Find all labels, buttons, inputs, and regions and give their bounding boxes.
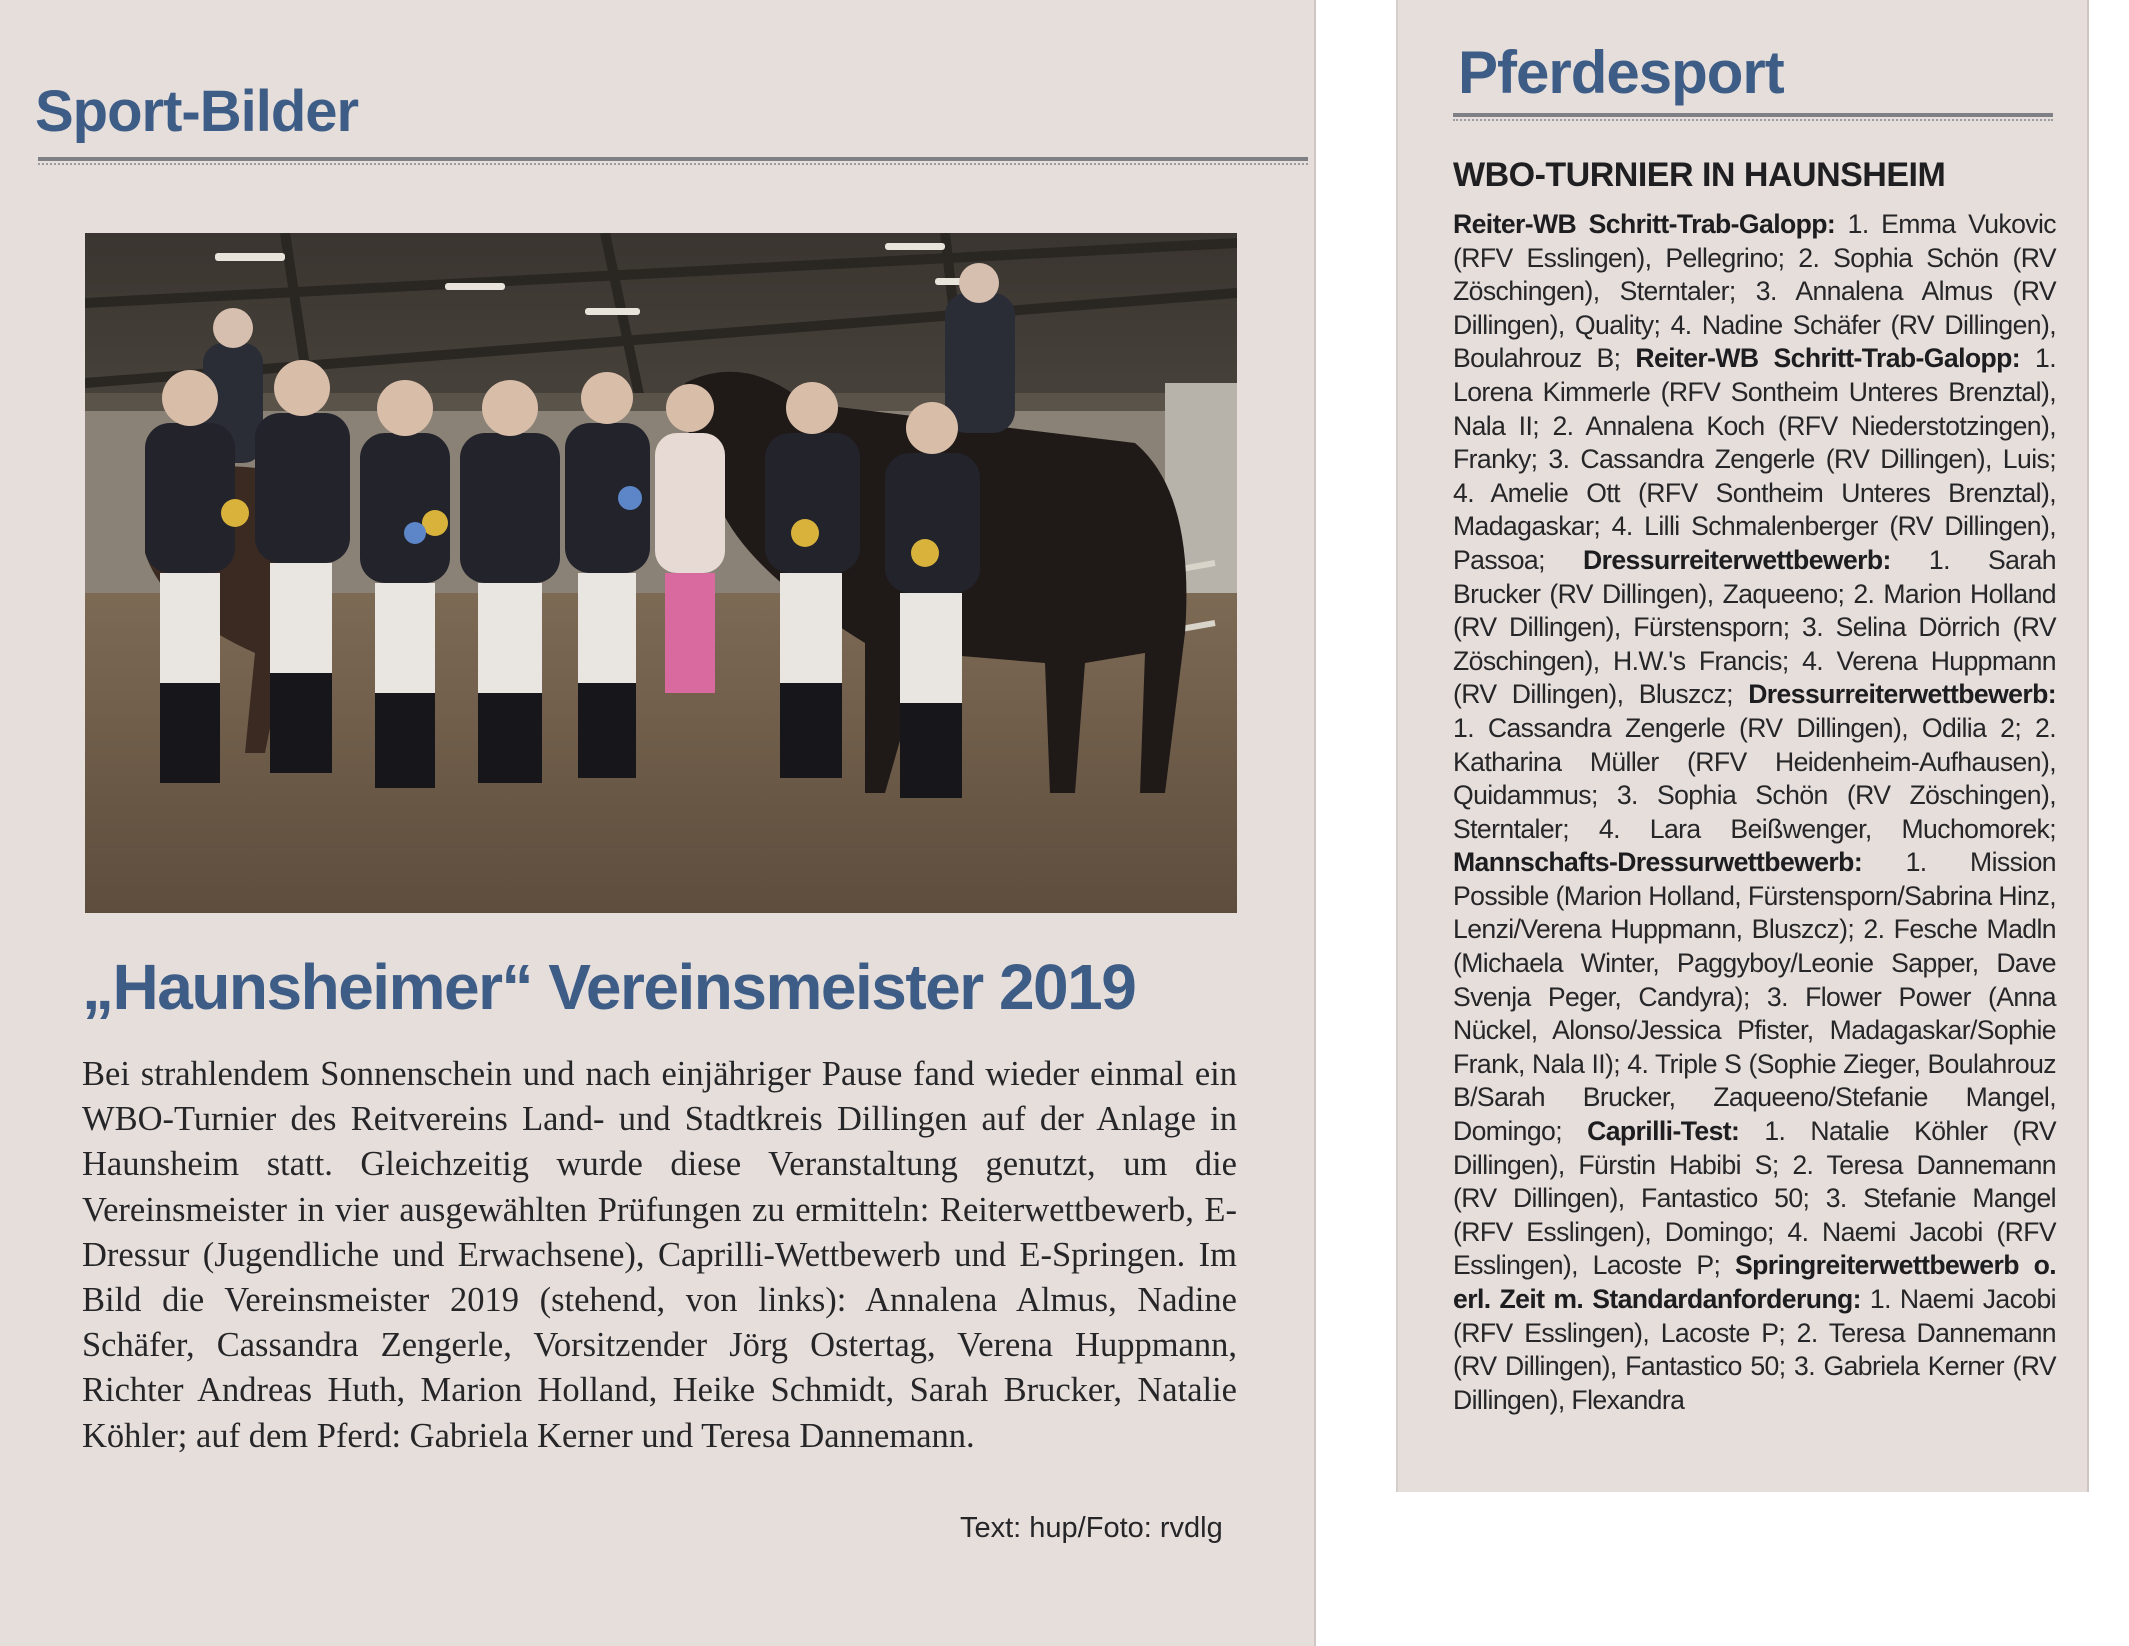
result-category: Mannschafts-Dressurwettbewerb: 1. Mission Possible (Marion Holland, Fürstensporn/Sabrina Hinz, Lenzi/Verena Huppmann, Bluszcz); 2. Fesche Madln (Michaela Winter, Paggyboy/Leonie Sapper, Dave Svenja Peger, Candyra); 3. Flower Power (Anna Nückel, Alonso/Jessica Pfister, Madagaskar/Sophie Frank, Nala II); 4. Triple S (Sophie Zieger, Boulahrouz B/Sarah Brucker, Zaqueeno/Stefanie Mangel, Domingo; (1453, 847, 2056, 1147)
result-category: Caprilli-Test: 1. Natalie Köhler (RV Dillingen), Fürstin Habibi S; 2. Teresa Dannemann (RV Dillingen), Fantastico 50; 3. Stefanie Mangel (RFV Esslingen), Domingo; 4. Naemi Jacobi (RFV Esslingen), Lacoste P; (1453, 1116, 2056, 1281)
result-category: Reiter-WB Schritt-Trab-Galopp: 1. Lorena Kimmerle (RFV Sontheim Unteres Brenztal), Nala II; 2. Annalena Koch (RFV Niederstotzingen), Franky; 3. Cassandra Zengerle (RV Dillingen), Luis; 4. Amelie Ott (RFV Sontheim Unteres Brenztal), Madagaskar; 4. Lilli Schmalenberger (RV Dillingen), Passoa; (1453, 343, 2056, 575)
section-title: Sport-Bilder (35, 79, 359, 144)
results-list (1453, 208, 2056, 1417)
article-body: Bei strahlendem Sonnenschein und nach einjähriger Pause fand wieder einmal ein WBO-Turnier des Reitvereins Land- und Stadtkreis Dillingen auf der Anlage in Haunsheim statt. Gleichzeitig wurde diese Veranstaltung genutzt, um die Vereinsmeister in vier ausgewählten Prüfungen zu ermitteln: Reiterwettbewerb, E-Dressur (Jugendliche und Erwachsene), Caprilli-Wettbewerb und E-Springen. Im Bild die Vereinsmeister 2019 (stehend, von links): Annalena Almus, Nadine Schäfer, Cassandra Zengerle, Vorsitzender Jörg Ostertag, Verena Huppmann, Richter Andreas Huth, Marion Holland, Heike Schmidt, Sarah Brucker, Natalie Köhler; auf dem Pferd: Gabriela Kerner und Teresa Dannemann. (82, 1055, 1237, 1455)
right-clipping (1396, 0, 2089, 1492)
result-category: Springreiterwettbewerb o. erl. Zeit m. Standardanforderung: 1. Naemi Jacobi (RFV Esslingen), Lacoste P; 2. Teresa Dannemann (RV Dillingen), Fantastico 50; 3. Gabriela Kerner (RV Dillingen), Flexandra (1453, 1250, 2056, 1415)
section-rule (38, 157, 1308, 161)
article-headline: „Haunsheimer“ Vereinsmeister 2019 (82, 951, 1136, 1023)
section-title: Pferdesport (1458, 39, 1784, 106)
result-category: Reiter-WB Schritt-Trab-Galopp: 1. Emma Vukovic (RFV Esslingen), Pellegrino; 2. Sophia Schön (RV Zöschingen), Sterntaler; 3. Annalena Almus (RV Dillingen), Quality; 4. Nadine Schäfer (RV Dillingen), Boulahrouz B; (1453, 209, 2056, 374)
photo-credit: Text: hup/Foto: rvdlg (960, 1512, 1223, 1544)
result-category: Dressurreiterwettbewerb: 1. Cassandra Zengerle (RV Dillingen), Odilia 2; 2. Katharina Müller (RFV Heidenheim-Aufhausen), Quidammus; 3. Sophia Schön (RV Zöschingen), Sterntaler; 4. Lara Beißwenger, Muchomorek; (1453, 679, 2056, 844)
group-photo (85, 233, 1237, 913)
section-rule (1453, 113, 2053, 117)
event-title: WBO-TURNIER IN HAUNSHEIM (1453, 156, 1946, 194)
photo-illustration (85, 233, 1237, 913)
result-category: Dressurreiterwettbewerb: 1. Sarah Brucker (RV Dillingen), Zaqueeno; 2. Marion Holland (RV Dillingen), Fürstensporn; 3. Selina Dörrich (RV Zöschingen), H.W.'s Francis; 4. Verena Huppmann (RV Dillingen), Bluszcz; (1453, 544, 2056, 710)
